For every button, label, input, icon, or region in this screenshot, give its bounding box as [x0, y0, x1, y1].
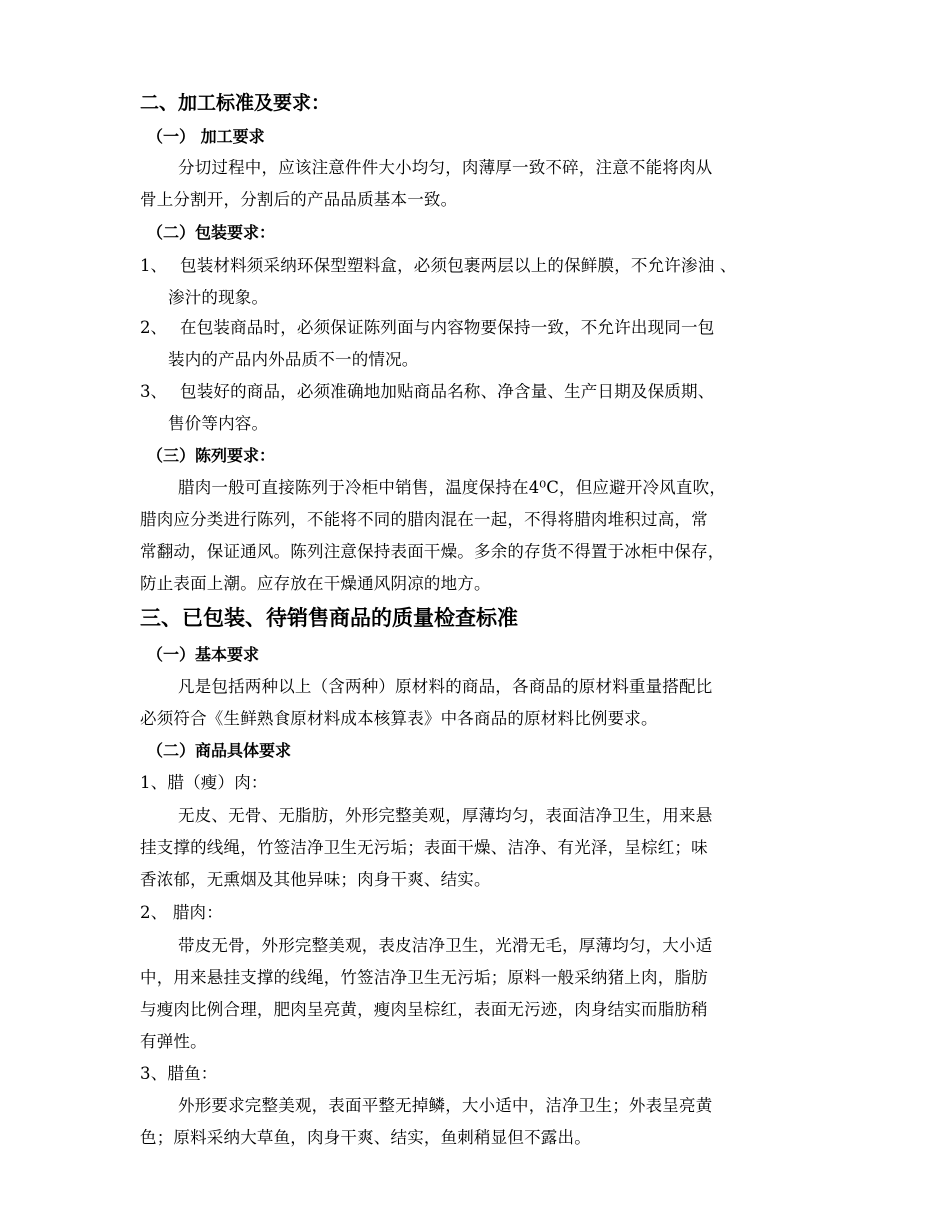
paragraph-line: 色；原料采纳大草鱼，肉身干爽、结实，鱼刺稍显但不露出。 — [140, 1128, 591, 1147]
list-number: 3、 — [140, 382, 167, 401]
list-item-line: 渗汁的现象。 — [168, 288, 269, 307]
section-2-sub3-title: （三）陈列要求： — [147, 446, 276, 465]
paragraph-line: 带皮无骨，外形完整美观，表皮洁净卫生，光滑无毛，厚薄均匀，大小适 — [178, 936, 713, 955]
list-item-line: 包装材料须采纳环保型塑料盒，必须包裹两层以上的保鲜膜，不允许渗油 、 — [180, 256, 737, 275]
paragraph-line: 常翻动，保证通风。陈列注意保持表面干燥。多余的存货不得置于冰柜中保存， — [140, 542, 725, 561]
list-number: 2、 — [140, 318, 167, 337]
section-2-sub1-title: （一） 加工要求 — [147, 127, 265, 146]
section-3-sub2-title: （二）商品具体要求 — [147, 741, 292, 760]
paragraph-line: 与瘦肉比例合理，肥肉呈亮黄，瘦肉呈棕红，表面无污迹，肉身结实而脂肪稍 — [140, 1000, 708, 1019]
paragraph-line: 腊肉应分类进行陈列，不能将不同的腊肉混在一起，不得将腊肉堆积过高，常 — [140, 510, 708, 529]
item-label: 1、腊（瘦）肉： — [140, 773, 268, 792]
paragraph-line: 骨上分割开，分割后的产品品质基本一致。 — [140, 190, 458, 209]
paragraph-line: 必须符合《生鲜熟食原材料成本核算表》中各商品的原材料比例要求。 — [140, 709, 658, 728]
list-number: 1、 — [140, 256, 167, 275]
paragraph-line: 中，用来悬挂支撑的线绳，竹签洁净卫生无污垢；原料一般采纳猪上肉，脂肪 — [140, 968, 708, 987]
item-label: 3、腊鱼： — [140, 1064, 218, 1083]
section-2-sub2-title: （二）包装要求： — [147, 223, 276, 242]
list-item-line: 装内的产品内外品质不一的情况。 — [168, 350, 419, 369]
section-3-title: 三、已包装、待销售商品的质量检查标准 — [140, 606, 518, 630]
list-item-line: 在包装商品时，必须保证陈列面与内容物要保持一致，不允许出现同一包 — [180, 318, 715, 337]
paragraph-line: 凡是包括两种以上（含两种）原材料的商品，各商品的原材料重量搭配比 — [178, 677, 713, 696]
list-item-line: 售价等内容。 — [168, 414, 269, 433]
paragraph-line: 无皮、无骨、无脂肪，外形完整美观，厚薄均匀，表面洁净卫生，用来悬 — [178, 806, 713, 825]
section-2-title: 二、加工标准及要求： — [140, 92, 331, 114]
paragraph-line: 分切过程中，应该注意件件大小均匀，肉薄厚一致不碎，注意不能将肉从 — [178, 158, 713, 177]
paragraph-line: 防止表面上潮。应存放在干燥通风阴凉的地方。 — [140, 574, 491, 593]
paragraph-line: 外形要求完整美观，表面平整无掉鳞，大小适中，洁净卫生；外表呈亮黄 — [178, 1096, 713, 1115]
paragraph-line: 腊肉一般可直接陈列于冷柜中销售，温度保持在4⁰C，但应避开冷风直吹， — [178, 478, 727, 497]
paragraph-line: 香浓郁，无熏烟及其他异味；肉身干爽、结实。 — [140, 870, 491, 889]
paragraph-line: 挂支撑的线绳，竹签洁净卫生无污垢；表面干燥、洁净、有光泽，呈棕红；味 — [140, 838, 708, 857]
section-3-sub1-title: （一）基本要求 — [147, 645, 260, 664]
paragraph-line: 有弹性。 — [140, 1032, 207, 1051]
item-label: 2、 腊肉： — [140, 903, 223, 922]
list-item-line: 包装好的商品，必须准确地加贴商品名称、净含量、生产日期及保质期、 — [180, 382, 715, 401]
